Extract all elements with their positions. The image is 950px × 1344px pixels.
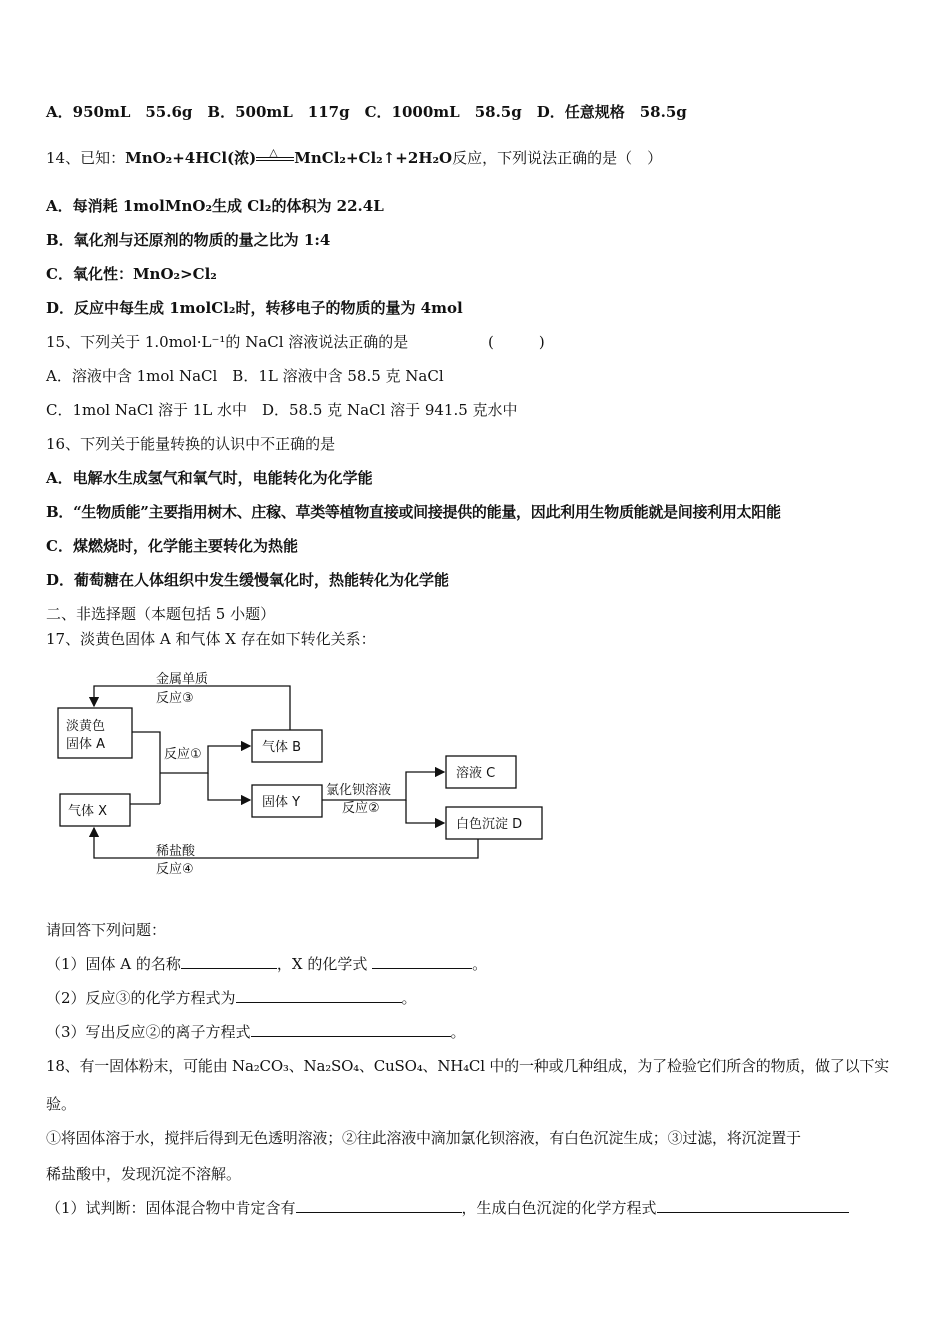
section-heading: 二、非选择题（本题包括 5 小题）: [46, 605, 276, 623]
q18-stem-2: 验。: [46, 1095, 77, 1113]
q17-stem: 17、淡黄色固体 A 和气体 X 存在如下转化关系：: [46, 630, 376, 648]
box-y-text: 固体 Y: [262, 795, 301, 810]
q16-option-b: B．“生物质能”主要指用树木、庄稼、草类等植物直接或间接提供的能量，因此利用生物质能就是间接利用太阳能: [46, 503, 781, 521]
q15-options-2: C．1mol NaCl 溶于 1L 水中 D．58.5 克 NaCl 溶于 941.5 克水中: [46, 401, 518, 419]
q17-sub1-end: 。: [472, 955, 488, 973]
q17-sub1-label: （1）固体 A 的名称: [46, 955, 181, 973]
q17-sub2: [46, 988, 417, 1008]
q14-option-b: B．氧化剂与还原剂的物质的量之比为 1:4: [46, 231, 331, 249]
q17-sub1: [46, 954, 487, 974]
q17-sub3-label: （3）写出反应②的离子方程式: [46, 1023, 251, 1041]
q17-sub2-end: 。: [401, 989, 417, 1007]
q17-sub2-label: （2）反应③的化学方程式为: [46, 989, 236, 1007]
box-b-text: 气体 B: [262, 740, 302, 755]
reaction-arrow-heat: [256, 146, 294, 169]
box-a-text-2: 固体 A: [66, 737, 106, 752]
q16-option-a: A．电解水生成氢气和氧气时，电能转化为化学能: [46, 469, 373, 487]
label-reaction-3: 反应③: [156, 691, 194, 706]
q16-option-d: D．葡萄糖在人体组织中发生缓慢氧化时，热能转化为化学能: [46, 571, 450, 589]
box-d-text: 白色沉淀 D: [456, 817, 523, 832]
label-metal: 金属单质: [156, 672, 209, 687]
q16-option-c: C．煤燃烧时，化学能主要转化为热能: [46, 537, 298, 555]
q14-suffix: 反应，下列说法正确的是（ ）: [452, 149, 663, 167]
q17-sub3: [46, 1022, 466, 1042]
q14-option-c: C．氧化性：MnO₂>Cl₂: [46, 265, 217, 283]
box-a-text-1: 淡黄色: [66, 719, 106, 734]
q14-prefix: 14、已知：: [46, 149, 126, 167]
q14-products: MnCl₂+Cl₂↑+2H₂O: [294, 149, 453, 167]
q17-prompt: 请回答下列问题：: [46, 921, 167, 939]
q18-steps-1: ①将固体溶于水，搅拌后得到无色透明溶液；②往此溶液中滴加氯化钡溶液，有白色沉淀生成；③过滤，将沉淀置于: [46, 1129, 801, 1147]
answer-blank-q18-contains[interactable]: [296, 1198, 462, 1213]
answer-blank-q18-equation[interactable]: [657, 1198, 849, 1213]
q15-stem-line: [46, 332, 545, 352]
q18-stem-1: 18、有一固体粉末，可能由 Na₂CO₃、Na₂SO₄、CuSO₄、NH₄Cl 中的一种或几种组成，为了检验它们所含的物质，做了以下实: [46, 1057, 889, 1075]
label-bacl2: 氯化钡溶液: [326, 783, 392, 798]
q14-option-a: A．每消耗 1molMnO₂生成 Cl₂的体积为 22.4L: [46, 197, 384, 215]
q15-answer-paren: ( ): [488, 333, 545, 351]
q16-stem: 16、下列关于能量转换的认识中不正确的是: [46, 435, 336, 453]
q17-flow-diagram: [56, 668, 546, 878]
q14-stem: [46, 148, 662, 169]
q14-option-d: D．反应中每生成 1molCl₂时，转移电子的物质的量为 4mol: [46, 299, 463, 317]
q14-reactants: MnO₂+4HCl(浓): [125, 149, 257, 167]
box-c-text: 溶液 C: [456, 766, 496, 781]
q13-options: A．950mL 55.6g B．500mL 117g C．1000mL 58.5g D．任意规格 58.5g: [46, 103, 687, 121]
q15-stem: 15、下列关于 1.0mol·L⁻¹的 NaCl 溶液说法正确的是: [46, 333, 409, 351]
label-reaction-2: 反应②: [342, 801, 380, 816]
label-reaction-4: 反应④: [156, 862, 194, 877]
q18-sub1-label: （1）试判断：固体混合物中肯定含有: [46, 1199, 296, 1217]
heat-symbol: △: [269, 146, 278, 159]
q15-options-1: A．溶液中含 1mol NaCl B．1L 溶液中含 58.5 克 NaCl: [46, 367, 444, 385]
answer-blank-x-formula[interactable]: [372, 954, 472, 969]
q18-steps-2: 稀盐酸中，发现沉淀不溶解。: [46, 1165, 242, 1183]
answer-blank-reaction2[interactable]: [251, 1022, 451, 1037]
q18-sub1-mid: ，生成白色沉淀的化学方程式: [461, 1199, 657, 1217]
box-x-text: 气体 X: [68, 804, 108, 819]
q18-sub1: [46, 1198, 849, 1218]
answer-blank-a-name[interactable]: [181, 954, 277, 969]
label-hcl: 稀盐酸: [156, 844, 196, 859]
label-reaction-1: 反应①: [164, 747, 202, 762]
q17-sub3-end: 。: [450, 1023, 466, 1041]
answer-blank-reaction3[interactable]: [236, 988, 402, 1003]
q17-sub1-mid: ，X 的化学式: [276, 955, 368, 973]
